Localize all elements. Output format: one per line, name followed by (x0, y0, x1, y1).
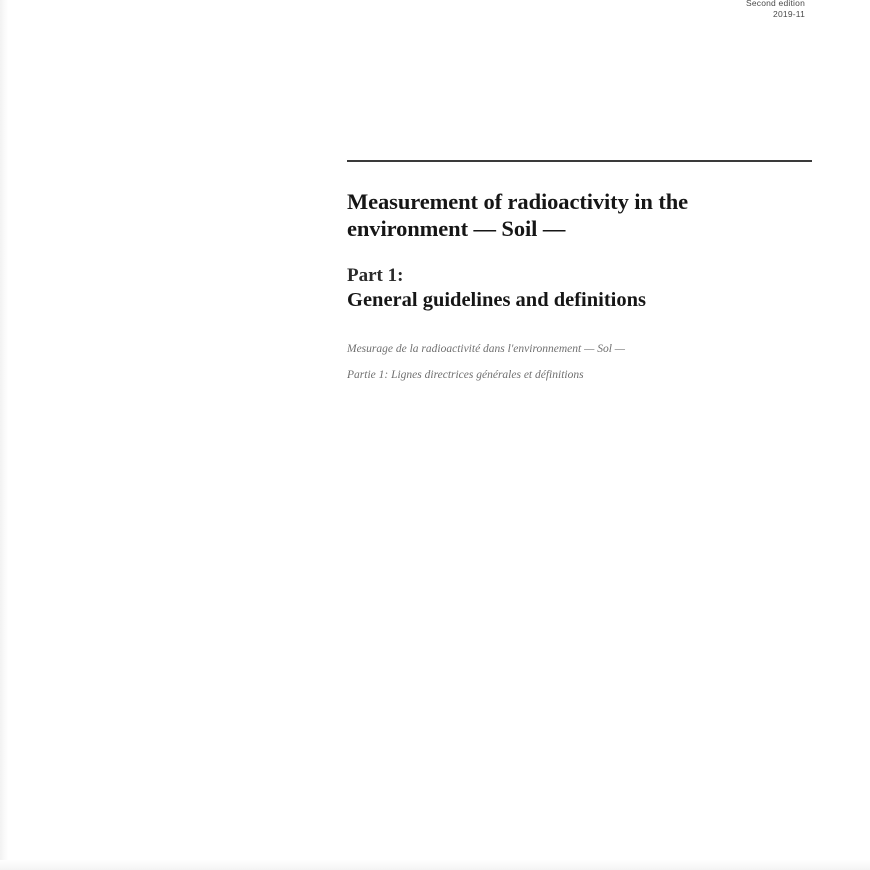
french-title: Mesurage de la radioactivité dans l'environnement — Sol — (347, 343, 625, 355)
title-block (347, 160, 817, 383)
edition-line-2: 2019-11 (773, 9, 805, 19)
edition-line-1: Second edition (745, 0, 805, 8)
edition-info (746, 0, 805, 20)
title-divider-rule (347, 160, 812, 162)
document-title: Measurement of radioactivity in the environment — Soil — (347, 189, 689, 241)
part-title: General guidelines and definitions (347, 289, 647, 311)
french-part-title: Partie 1: Lignes directrices générales et définitions (347, 369, 584, 381)
part-label: Part 1: (347, 265, 404, 286)
